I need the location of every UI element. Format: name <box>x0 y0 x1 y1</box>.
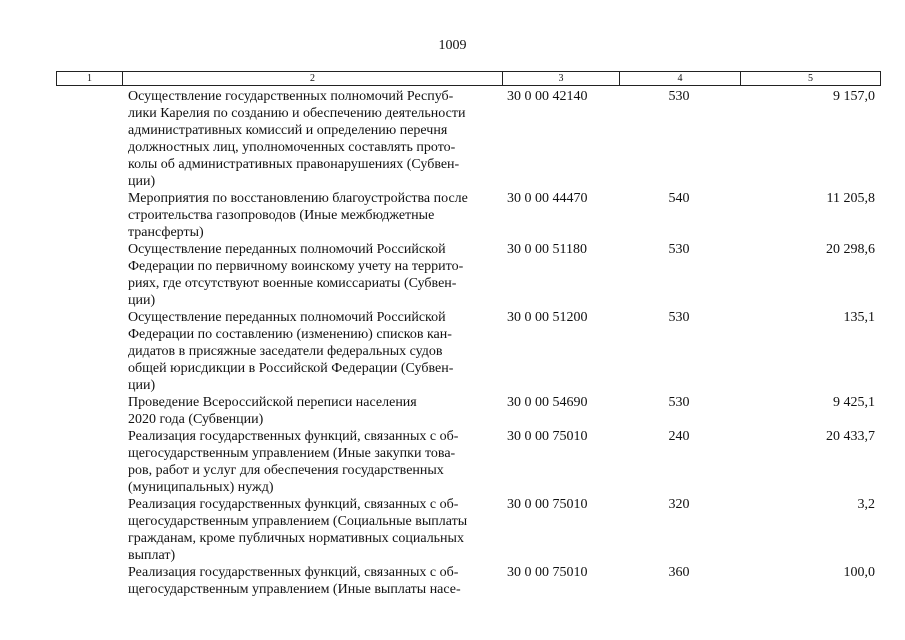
row-amount: 20 298,6 <box>826 242 875 257</box>
row-description: Осуществление переданных полномочий Российской Федерации по первичному воинскому учету на террито- риях, где отсутствуют военные комиссариаты (Субвен- ции) <box>128 242 464 308</box>
row-expense-type: 540 <box>668 191 690 206</box>
row-amount: 9 425,1 <box>833 395 875 410</box>
table-row <box>0 190 905 241</box>
page-number: 1009 <box>438 38 467 53</box>
row-code: 30 0 00 42140 <box>507 89 588 104</box>
column-header-5: 5 <box>808 73 813 84</box>
row-expense-type: 530 <box>668 89 690 104</box>
table-row <box>0 394 905 428</box>
row-expense-type: 530 <box>668 310 690 325</box>
table-body <box>0 88 905 598</box>
column-header-3: 3 <box>503 72 620 85</box>
column-header-4: 4 <box>620 72 741 85</box>
row-code: 30 0 00 51180 <box>507 242 587 257</box>
row-code: 30 0 00 75010 <box>507 497 588 512</box>
row-code: 30 0 00 44470 <box>507 191 588 206</box>
table-row <box>0 496 905 564</box>
row-description: Реализация государственных функций, связанных с об- щегосударственным управлением (Иные выплаты насе- <box>128 565 461 597</box>
row-description: Осуществление переданных полномочий Российской Федерации по составлению (изменению) списков кан- дидатов в присяжные заседатели федеральных судов общей юрисдикции в Российской Федерации (Субвен- ции) <box>128 310 454 393</box>
table-row <box>0 241 905 309</box>
row-code: 30 0 00 75010 <box>507 429 588 444</box>
row-description: Проведение Всероссийской переписи населения 2020 года (Субвенции) <box>128 395 417 427</box>
row-expense-type: 530 <box>668 242 690 257</box>
table-row <box>0 564 905 598</box>
row-amount: 135,1 <box>843 310 875 325</box>
row-amount: 9 157,0 <box>833 89 875 104</box>
table-row <box>0 309 905 394</box>
row-expense-type: 530 <box>668 395 690 410</box>
row-amount: 3,2 <box>857 497 875 512</box>
table-row <box>0 428 905 496</box>
column-header-2: 2 <box>123 72 503 85</box>
row-amount: 20 433,7 <box>826 429 875 444</box>
row-expense-type: 320 <box>668 497 690 512</box>
column-header-1: 1 <box>57 72 123 85</box>
row-amount: 11 205,8 <box>826 191 875 206</box>
table-row <box>0 88 905 190</box>
row-description: Реализация государственных функций, связанных с об- щегосударственным управлением (Социальные выплаты гражданам, кроме публичных нормативных социальных выплат) <box>128 497 468 563</box>
row-code: 30 0 00 54690 <box>507 395 588 410</box>
row-description: Реализация государственных функций, связанных с об- щегосударственным управлением (Иные закупки това- ров, работ и услуг для обеспечения государственных (муниципальных) нужд) <box>128 429 459 495</box>
row-description: Мероприятия по восстановлению благоустройства после строительства газопроводов (Иные межбюджетные трансферты) <box>128 191 468 240</box>
row-amount: 100,0 <box>843 565 875 580</box>
row-expense-type: 240 <box>668 429 690 444</box>
column-header-row <box>56 71 881 86</box>
row-description: Осуществление государственных полномочий Респуб- лики Карелия по созданию и обеспечению деятельности административных комиссий и определению перечня должностных лиц, уполномоченных составлять прото- колы об административных правонарушениях (Субвен- ции) <box>128 89 466 189</box>
row-expense-type: 360 <box>668 565 690 580</box>
row-code: 30 0 00 51200 <box>507 310 588 325</box>
row-code: 30 0 00 75010 <box>507 565 588 580</box>
